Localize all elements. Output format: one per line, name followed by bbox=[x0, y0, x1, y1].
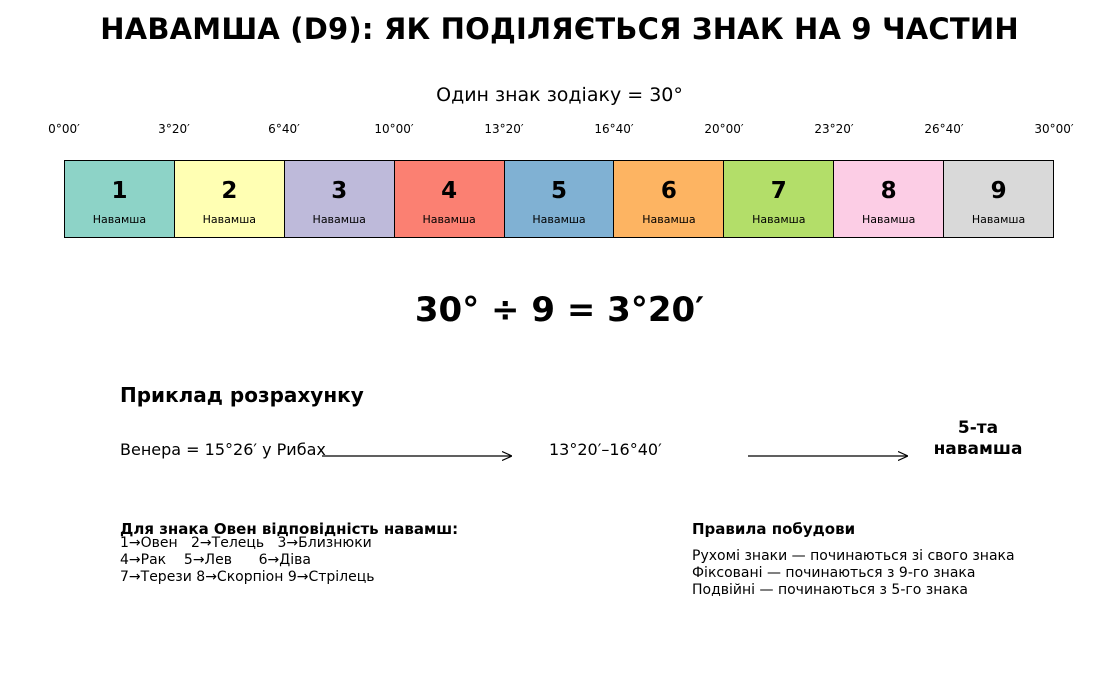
navamsha-segment-9 bbox=[944, 161, 1053, 237]
aries-mapping-line: 7→Терези 8→Скорпіон 9→Стрілець bbox=[120, 569, 375, 585]
aries-mapping-heading: Для знака Овен відповідність навамш: bbox=[120, 520, 459, 538]
segment-label: Навамша bbox=[312, 213, 366, 226]
navamsha-segment-5 bbox=[505, 161, 615, 237]
navamsha-result bbox=[918, 418, 1038, 460]
segment-label: Навамша bbox=[642, 213, 696, 226]
rule-line: Рухомі знаки — починаються зі свого знака bbox=[692, 548, 1015, 564]
segment-number: 8 bbox=[880, 178, 897, 204]
segment-label: Навамша bbox=[752, 213, 806, 226]
navamsha-segment-7 bbox=[724, 161, 834, 237]
segment-label: Навамша bbox=[92, 213, 147, 226]
navamsha-segment-3 bbox=[285, 161, 395, 237]
sign-degrees-caption: Один знак зодіаку = 30° bbox=[436, 84, 683, 106]
segment-label: Навамша bbox=[422, 213, 476, 226]
segment-number: 2 bbox=[221, 178, 238, 204]
tick-label: 10°00′ bbox=[374, 122, 414, 136]
example-heading: Приклад розрахунку bbox=[120, 383, 364, 407]
navamsha-segment-1 bbox=[65, 161, 175, 237]
segment-label: Навамша bbox=[971, 213, 1026, 226]
result-word: навамша bbox=[933, 439, 1023, 459]
segment-number: 6 bbox=[660, 178, 677, 204]
tick-label: 23°20′ bbox=[814, 122, 854, 136]
navamsha-ruler bbox=[64, 160, 1054, 238]
segment-number: 9 bbox=[990, 178, 1007, 204]
venus-position: Венера = 15°26′ у Рибах bbox=[120, 440, 326, 459]
degree-range: 13°20′–16°40′ bbox=[549, 440, 662, 459]
tick-label: 26°40′ bbox=[924, 122, 964, 136]
segment-label: Навамша bbox=[532, 213, 586, 226]
rule-line: Фіксовані — починаються з 9-го знака bbox=[692, 565, 976, 581]
navamsha-segment-4 bbox=[395, 161, 505, 237]
navamsha-segment-8 bbox=[834, 161, 944, 237]
aries-mapping-line: 4→Рак 5→Лев 6→Діва bbox=[120, 552, 311, 568]
segment-number: 4 bbox=[441, 178, 458, 204]
segment-number: 5 bbox=[551, 178, 568, 204]
rule-line: Подвійні — починаються з 5-го знака bbox=[692, 582, 968, 598]
aries-mapping-line: 1→Овен 2→Телець 3→Близнюки bbox=[120, 535, 372, 551]
navamsha-segment-6 bbox=[614, 161, 724, 237]
tick-label: 16°40′ bbox=[594, 122, 634, 136]
tick-label: 20°00′ bbox=[704, 122, 744, 136]
division-formula: 30° ÷ 9 = 3°20′ bbox=[414, 290, 705, 330]
tick-label: 30°00′ bbox=[1034, 122, 1074, 136]
result-ordinal: 5-та bbox=[957, 418, 999, 438]
segment-number: 7 bbox=[770, 178, 787, 204]
tick-label: 13°20′ bbox=[484, 122, 524, 136]
navamsha-segment-2 bbox=[175, 161, 285, 237]
segment-label: Навамша bbox=[202, 213, 256, 226]
segment-number: 1 bbox=[111, 178, 128, 204]
tick-label: 3°20′ bbox=[158, 122, 190, 136]
page-title: НАВАМША (D9): ЯК ПОДІЛЯЄТЬСЯ ЗНАК НА 9 ЧАСТИН bbox=[100, 12, 1019, 46]
rules-heading: Правила побудови bbox=[692, 520, 856, 538]
segment-number: 3 bbox=[331, 178, 348, 204]
tick-label: 6°40′ bbox=[268, 122, 300, 136]
segment-label: Навамша bbox=[862, 213, 916, 226]
tick-label: 0°00′ bbox=[48, 122, 80, 136]
